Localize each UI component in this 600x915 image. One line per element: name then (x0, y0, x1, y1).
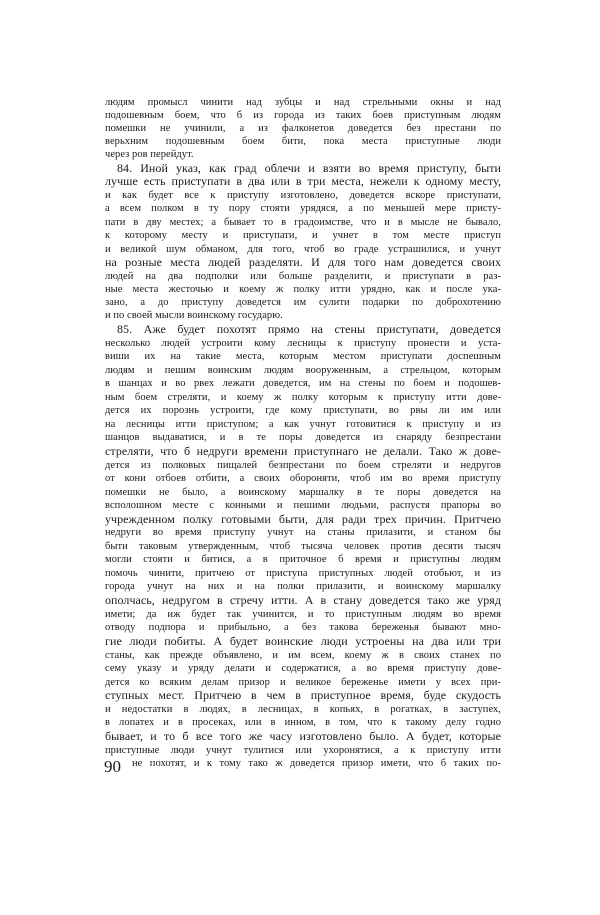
text-line: приступные люди учнут тулитися или ухоронятися, а к приступу итти (105, 745, 501, 756)
text-line: на лесницы итти приступом; а как учнут готовитися к приступу и из (105, 419, 501, 430)
text-line: учрежденном полку готовыми быти, для ради трех причин. Притчею (105, 512, 501, 526)
text-line: ным боем стреляти, и коему ж полку которым к приступу итти дове- (105, 392, 501, 403)
text-line: станы, как прежде объявлено, и им всем, коему ж в своих станех по (105, 650, 501, 661)
text-line: помешки не было, а воинскому маршалку в те поры доведется на (105, 487, 501, 498)
text-line: дется их порознь устроити, где кому приступати, во рвы ли им или (105, 405, 501, 416)
text-line: лучше есть приступати в два или в три места, нежели к одному месту, (105, 174, 501, 188)
page-number: 90 (104, 757, 121, 776)
text-line: а всем полком в ту пору стояти урядяся, а по меньшей мере присту- (105, 203, 501, 214)
text-line: и как будет все к приступу изготовлено, доведется вскоре приступати, (105, 190, 501, 201)
text-line: людям и пешим воинским людям вооруженным, а стрельцом, которым (105, 365, 501, 376)
text-line: подошевным боем, что б из города из таких боев приступным людям (105, 110, 501, 121)
text-line: верьхним подошевным боем бити, пока места приступные люди (105, 136, 501, 147)
text-line: пати в дву местех; а бывает то в градоимстве, что и в мысле не бывало, (105, 217, 501, 228)
text-line: имети; да иж будет так учинится, и то приступным людям во время (105, 609, 501, 620)
text-line: несколько людей устроити кому лесницы к приступу пронести и уста- (105, 338, 501, 349)
text-line: шанцов выдаватися, и в те поры доведется из снаряду безпрестани (105, 432, 501, 443)
text-line: в шанцах и во рвех лежати доведется, им на стены по боем и подошев- (105, 378, 501, 389)
paragraph-84-start: 84. Иной указ, как град облечи и взяти во время приступу, быти (117, 161, 501, 175)
text-line: зано, а до приступу доведется им сулити подарки по доброхотению (105, 297, 501, 308)
text-line: дется из полковых пищалей безпрестани по боем стреляти и недругов (105, 460, 501, 471)
text-line: отводу подпора и прибыльно, а без такова береженья бывают мно- (105, 622, 501, 633)
text-line: бывает, и то б все того же часу изготовлено было. А будет, которые (105, 729, 501, 743)
text-line: и по своей мысли воинскому государю. (105, 310, 283, 321)
text-line: ополчась, недругом в стречу итти. А в стану доведется тако же уряд (105, 593, 501, 607)
text-line: сему указу и уряду делати и содержатися, а во время приступу дове- (105, 663, 501, 674)
paragraph-85-start: 85. Аже будет похотят прямо на стены приступати, доведется (117, 322, 501, 336)
text-line: недруги во время приступу учнут на станы прилазити, и станом бы (105, 527, 501, 538)
text-line: гие люди побиты. А будет воинские люди устроены на два или три (105, 634, 501, 648)
text-line: стреляти, что б недруги времени приступнаго не делали. Тако ж дове- (105, 444, 501, 458)
text-line: к которому месту и приступати, и учнет в том месте приступ (105, 230, 501, 241)
text-line: города учнут на них и на полки прилазити, и воинскому маршалку (105, 581, 501, 592)
text-line: виши их на такие места, которым местом приступати доспешным (105, 351, 501, 362)
text-line: ные места жесточью и коему ж полку итти урядно, как и после ука- (105, 284, 501, 295)
text-line: людям промысл чинити над зубцы и над стрельными окны и над (105, 97, 501, 108)
text-line: всполошном месте с конными и пешими людьми, распустя прапоры во (105, 500, 501, 511)
text-line: не похотят, и к тому тако ж доведется призор имети, что б таких по- (132, 758, 501, 769)
text-line: от кони отбоев отбити, а своих обороняти, чтоб им во время приступу (105, 473, 501, 484)
text-line: на розные места людей разделяти. И для того нам доведется своих (105, 255, 501, 269)
text-line: дется ко всяким делам призор и великое береженье имети у всех при- (105, 677, 501, 688)
text-line: могли стояти и битися, а в приточное б время и приступны людям (105, 554, 501, 565)
text-line: и великой шум обманом, для того, чтоб во граде устрашилися, и учнут (105, 244, 501, 255)
text-line: помочь чинити, притчею от приступа приступных людей отобьют, и из (105, 568, 501, 579)
text-line: и недостатки в людях, в лесницах, в копьях, в рогатках, в заступех, (105, 704, 501, 715)
text-line: через ров перейдут. (105, 149, 194, 160)
text-line: ступных мест. Притчею в чем в приступное время, буде скудость (105, 688, 501, 702)
text-line: быти таковым утвержденным, чтоб тысяча человек против десяти тысяч (105, 541, 501, 552)
text-line: людей на два подполки или больше разделити, и приступати в раз- (105, 271, 501, 282)
text-line: помешки не учинили, а из фалконетов доведется без престани по (105, 123, 501, 134)
text-line: в лопатех и в просеках, или в инном, в том, что к такому делу годно (105, 717, 501, 728)
